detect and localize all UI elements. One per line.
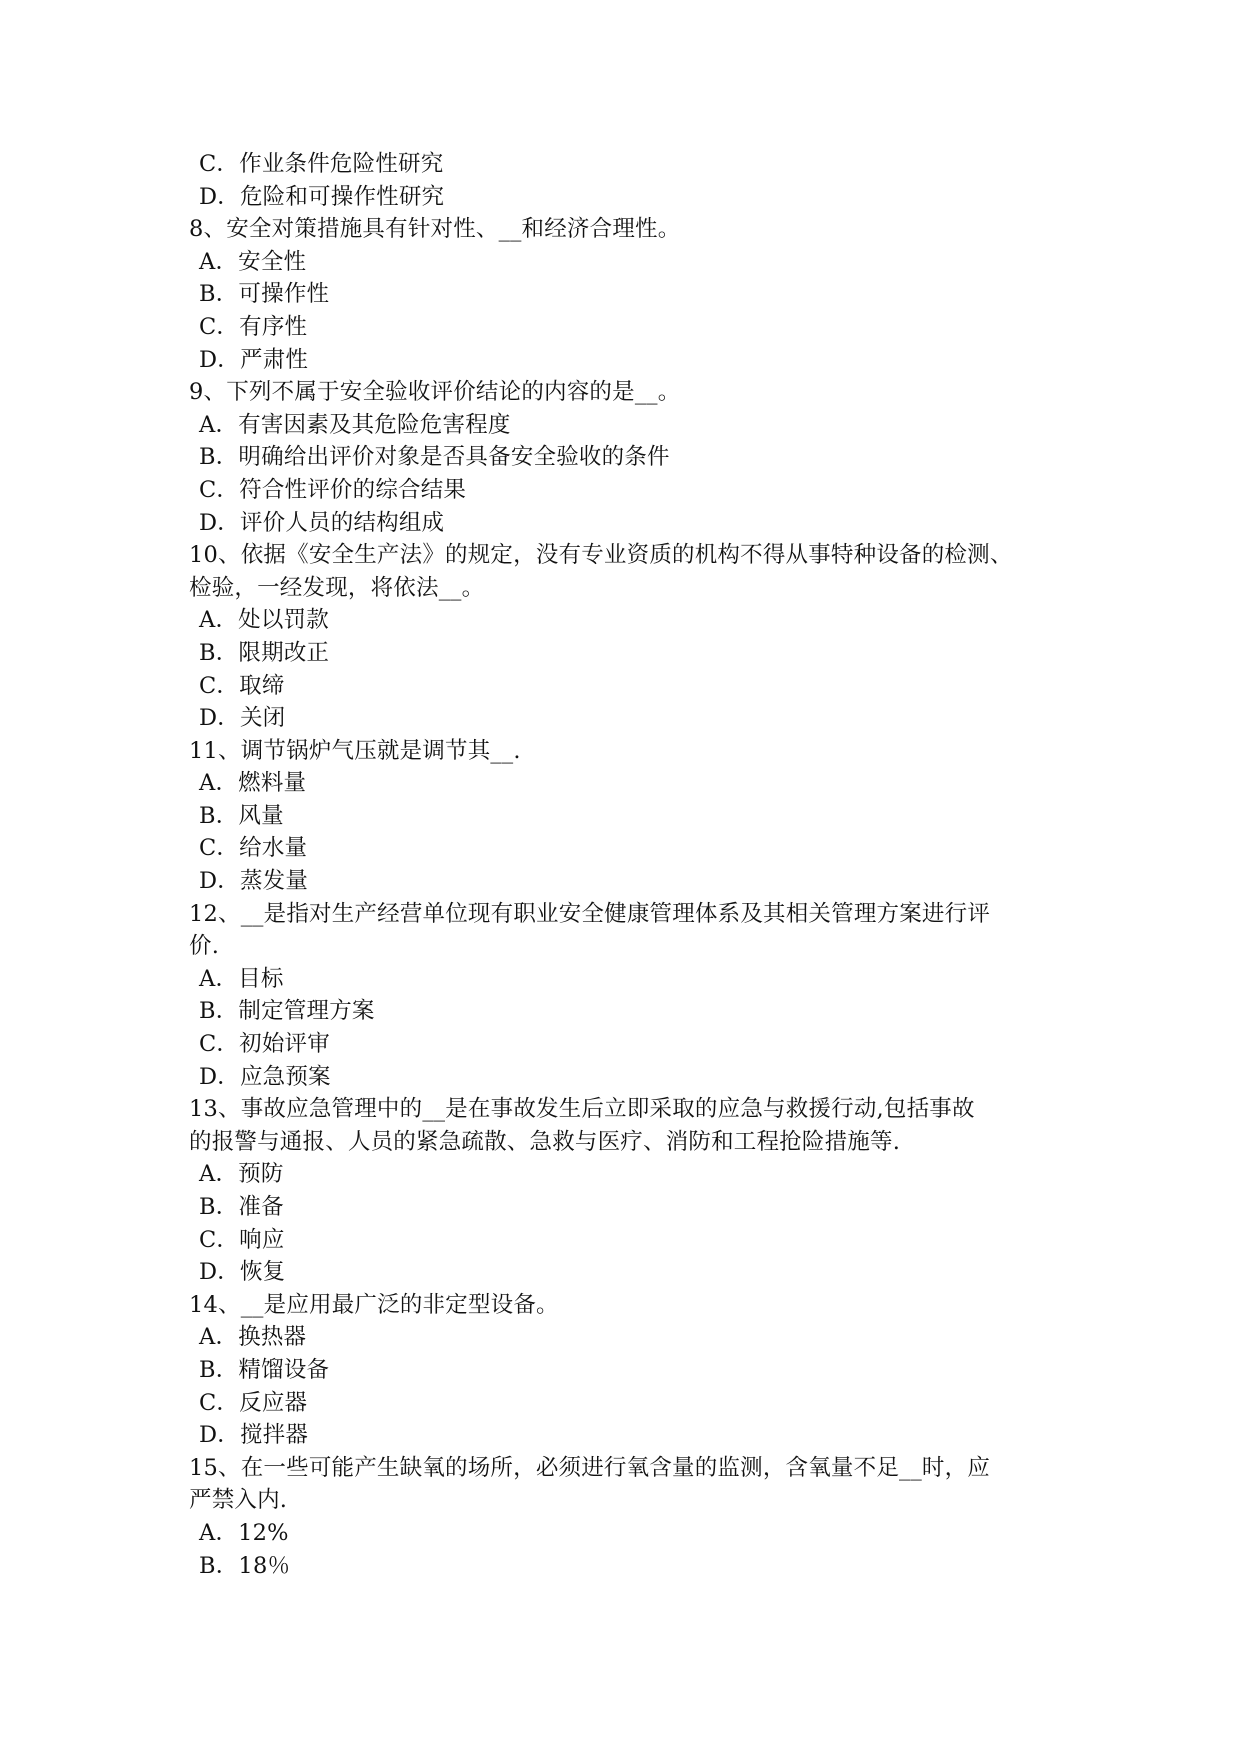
- answer-option: B．风量: [199, 802, 284, 829]
- answer-option: A．有害因素及其危险危害程度: [199, 411, 511, 438]
- answer-option: D．恢复: [199, 1259, 286, 1286]
- exam-content: [189, 148, 1069, 1582]
- question-text: 12、__是指对生产经营单位现有职业安全健康管理体系及其相关管理方案进行评: [189, 900, 991, 927]
- answer-option: A．目标: [199, 965, 284, 992]
- question-text: 9、下列不属于安全验收评价结论的内容的是__。: [189, 379, 681, 406]
- answer-option: D．应急预案: [199, 1063, 331, 1090]
- answer-option: A．换热器: [199, 1324, 307, 1351]
- answer-option: C．反应器: [199, 1389, 308, 1416]
- answer-option: D．严肃性: [199, 346, 309, 373]
- answer-option: D．关闭: [199, 705, 286, 732]
- answer-option: C．初始评审: [199, 1031, 330, 1058]
- answer-option: A．12%: [199, 1519, 289, 1546]
- answer-option: B．制定管理方案: [199, 998, 375, 1025]
- answer-option: C．取缔: [199, 672, 285, 699]
- question-text: 15、在一些可能产生缺氧的场所，必须进行氧含量的监测，含氧量不足__时，应: [189, 1454, 991, 1481]
- answer-option: D．评价人员的结构组成: [199, 509, 445, 536]
- answer-option: A．预防: [199, 1161, 284, 1188]
- answer-option: C．响应: [199, 1226, 285, 1253]
- question-text: 11、调节锅炉气压就是调节其__.: [189, 737, 521, 764]
- answer-option: B．精馏设备: [199, 1356, 330, 1383]
- answer-option: A．安全性: [199, 248, 307, 275]
- answer-option: D．搅拌器: [199, 1422, 309, 1449]
- answer-option: A．处以罚款: [199, 607, 329, 634]
- answer-option: B．可操作性: [199, 281, 330, 308]
- answer-option: C．符合性评价的综合结果: [199, 476, 467, 503]
- answer-option: C．作业条件危险性研究: [199, 151, 444, 177]
- answer-option: D．危险和可操作性研究: [199, 183, 445, 210]
- answer-option: A．燃料量: [199, 770, 307, 797]
- answer-option: D．蒸发量: [199, 868, 309, 895]
- answer-option: B．18％: [199, 1552, 291, 1579]
- question-text: 10、依据《安全生产法》的规定，没有专业资质的机构不得从事特种设备的检测、: [189, 542, 1013, 569]
- answer-option: B．准备: [199, 1194, 284, 1220]
- question-text: 13、事故应急管理中的__是在事故发生后立即采取的应急与救援行动,包括事故: [189, 1096, 975, 1123]
- answer-option: B．明确给出评价对象是否具备安全验收的条件: [199, 444, 670, 471]
- answer-option: B．限期改正: [199, 639, 330, 666]
- question-text: 的报警与通报、人员的紧急疏散、急救与医疗、消防和工程抢险措施等.: [189, 1128, 901, 1155]
- question-text: 14、__是应用最广泛的非定型设备。: [189, 1291, 559, 1318]
- question-text: 8、安全对策措施具有针对性、__和经济合理性。: [189, 216, 681, 243]
- question-text: 严禁入内.: [189, 1487, 288, 1514]
- answer-option: C．给水量: [199, 835, 308, 862]
- question-text: 检验，一经发现，将依法__。: [189, 574, 485, 601]
- answer-option: C．有序性: [199, 313, 308, 340]
- question-text: 价.: [189, 933, 220, 960]
